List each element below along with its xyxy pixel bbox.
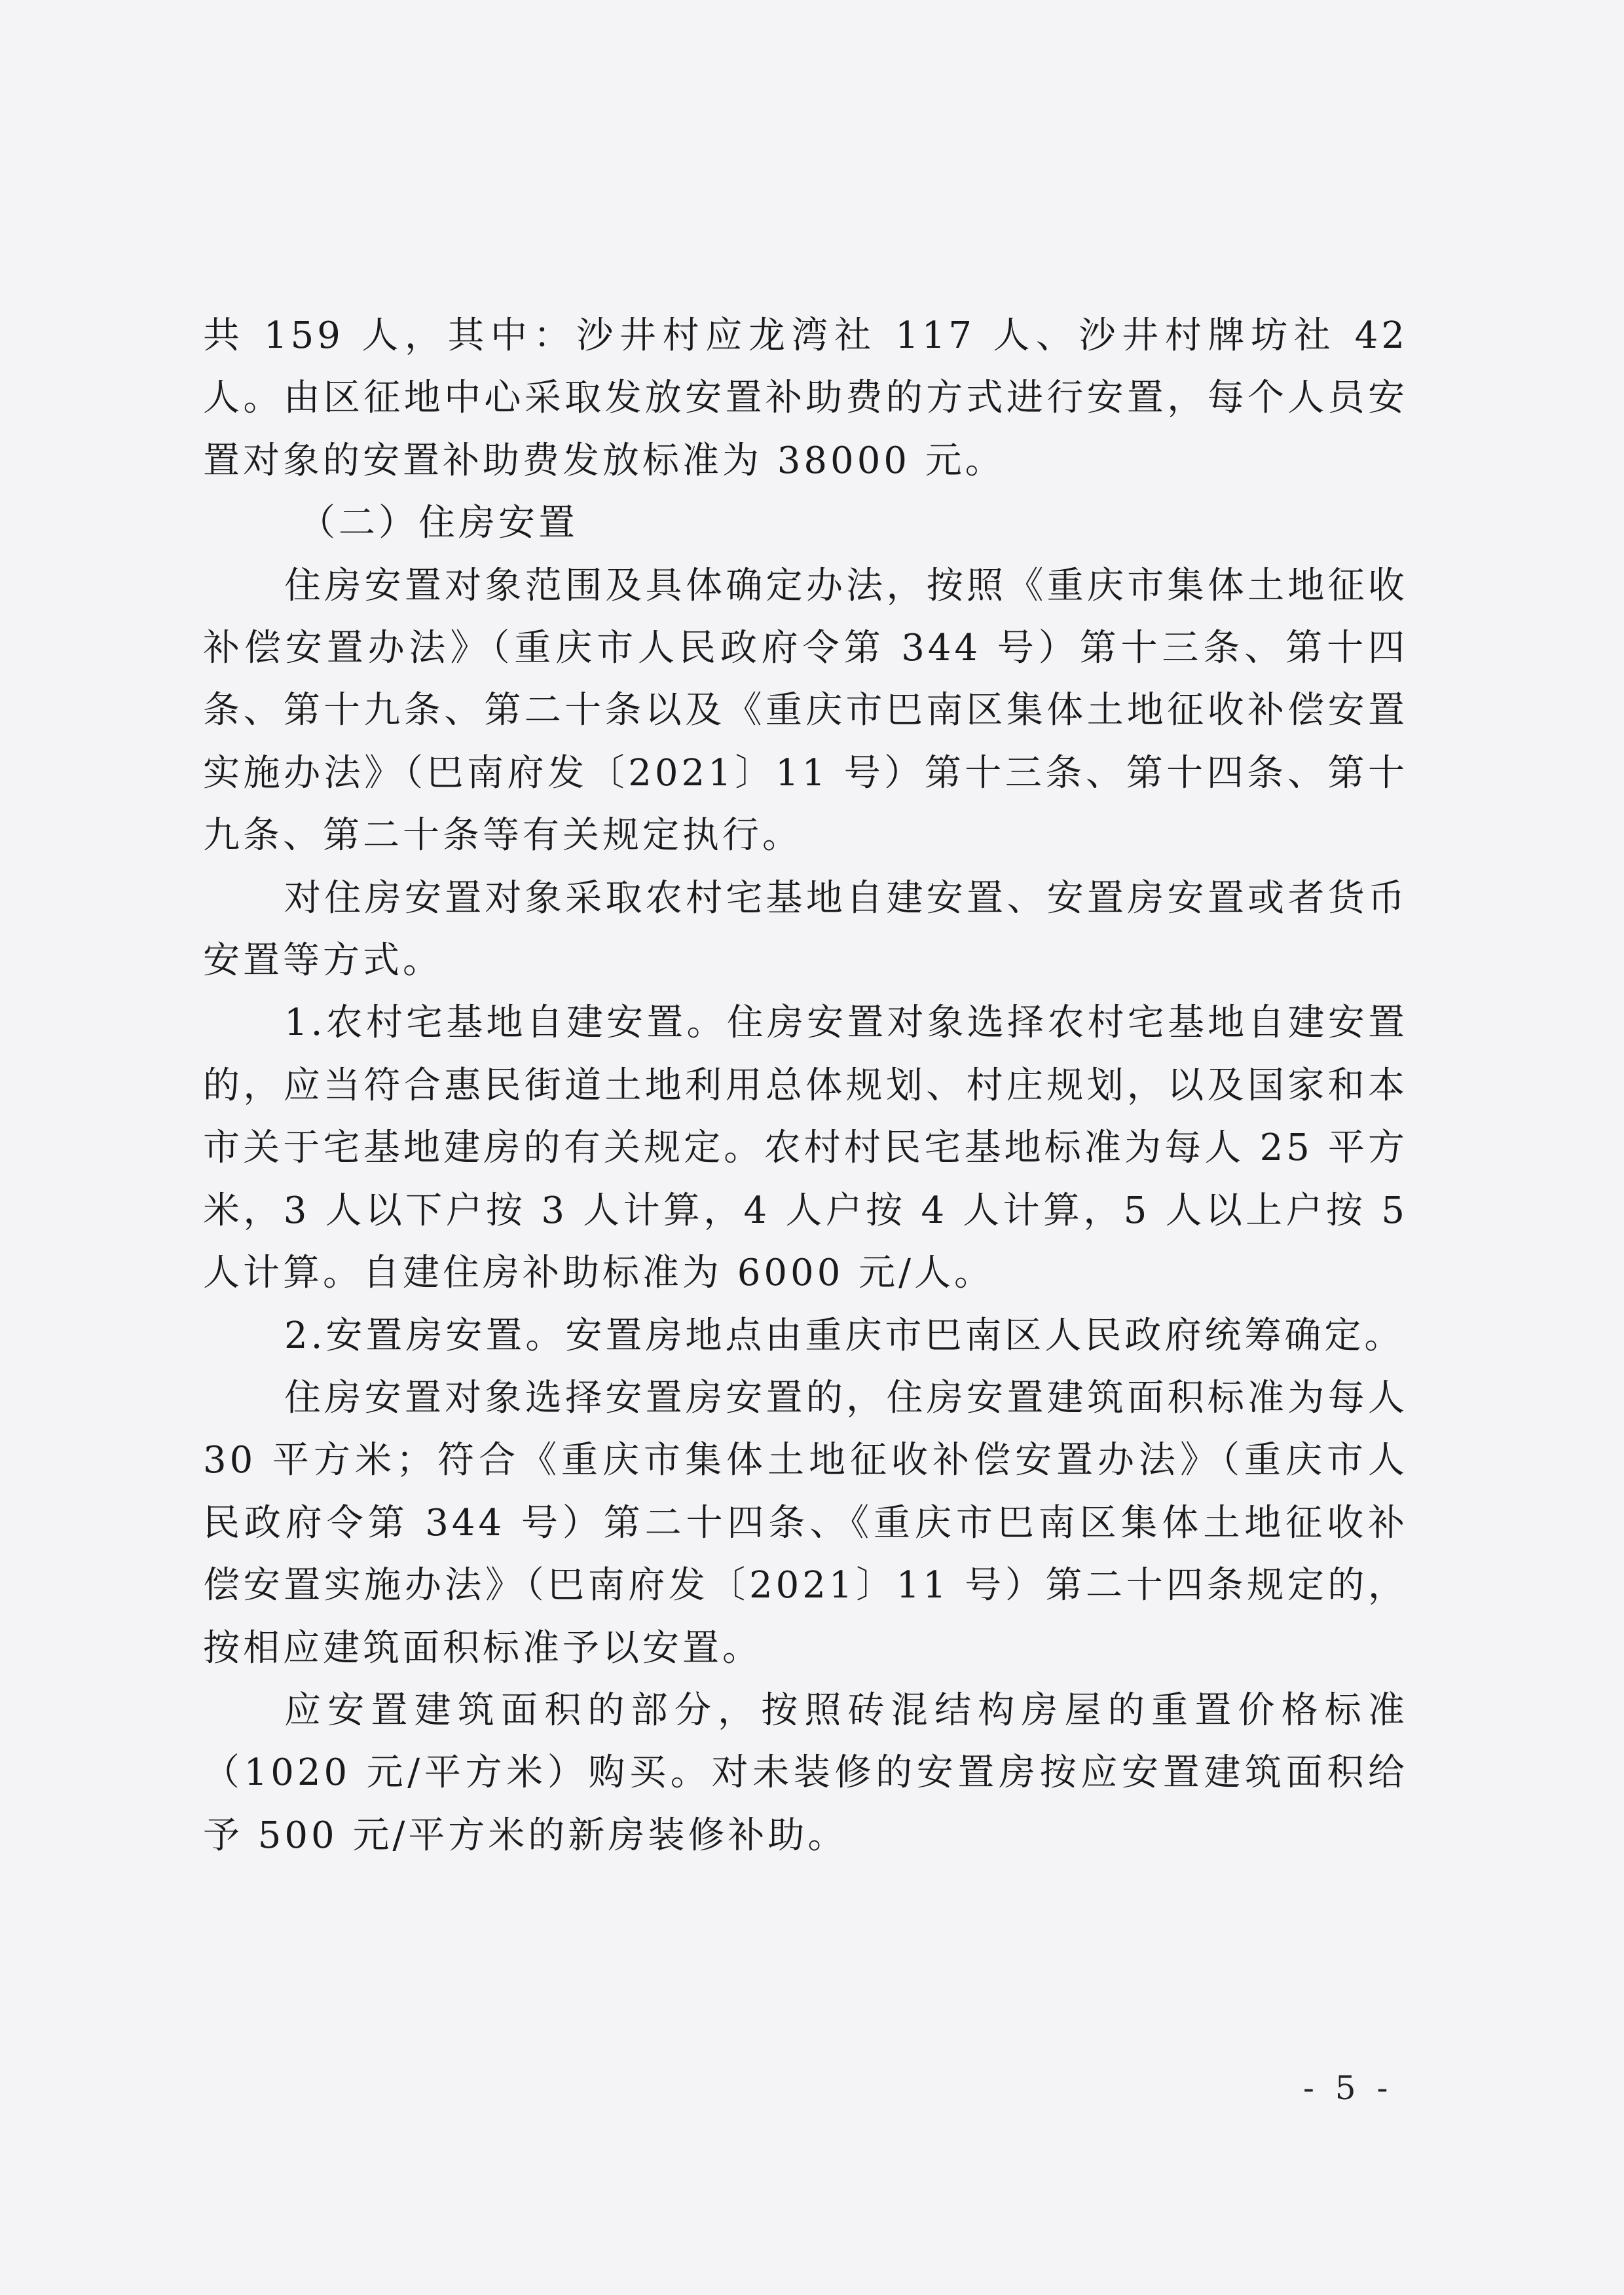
document-body: [203, 305, 1408, 1867]
paragraph-purchase-price: 应安置建筑面积的部分，按照砖混结构房屋的重置价格标准（1020 元/平方米）购买。对未装修的安置房按应安置建筑面积给予 500 元/平方米的新房装修补助。: [203, 1689, 1408, 1857]
paragraph-resettlement-housing: 2.安置房安置。安置房地点由重庆市巴南区人民政府统筹确定。: [284, 1314, 1405, 1357]
paragraph-homestead-self-build: 1.农村宅基地自建安置。住房安置对象选择农村宅基地自建安置的，应当符合惠民街道土地利用总体规划、村庄规划，以及国家和本市关于宅基地建房的有关规定。农村村民宅基地标准为每人 25 平方米，3 人以下户按 3 人计算，4 人户按 4 人计算，5 人以上户按 5 人计算。自建住房补助标准为 6000 元/人。: [203, 1001, 1408, 1295]
paragraph-resettlement-subsidy: 共 159 人，其中：沙井村应龙湾社 117 人、沙井村牌坊社 42 人。由区征地中心采取发放安置补助费的方式进行安置，每个人员安置对象的安置补助费发放标准为 38000 元。: [203, 314, 1408, 482]
section-heading: （二）住房安置: [299, 502, 578, 545]
paragraph-housing-scope: 住房安置对象范围及具体确定办法，按照《重庆市集体土地征收补偿安置办法》（重庆市人民政府令第 344 号）第十三条、第十四条、第十九条、第二十条以及《重庆市巴南区集体土地征收补偿安置实施办法》（巴南府发〔2021〕11 号）第十三条、第十四条、第十九条、第二十条等有关规定执行。: [203, 564, 1408, 857]
paragraph-housing-methods: 对住房安置对象采取农村宅基地自建安置、安置房安置或者货币安置等方式。: [203, 876, 1408, 982]
page-number: - 5 -: [1303, 2069, 1393, 2107]
paragraph-area-standard: 住房安置对象选择安置房安置的，住房安置建筑面积标准为每人 30 平方米；符合《重庆市集体土地征收补偿安置办法》（重庆市人民政府令第 344 号）第二十四条、《重庆市巴南区集体土地征收补偿安置实施办法》（巴南府发〔2021〕11 号）第二十四条规定的，按相应建筑面积标准予以安置。: [203, 1376, 1408, 1670]
